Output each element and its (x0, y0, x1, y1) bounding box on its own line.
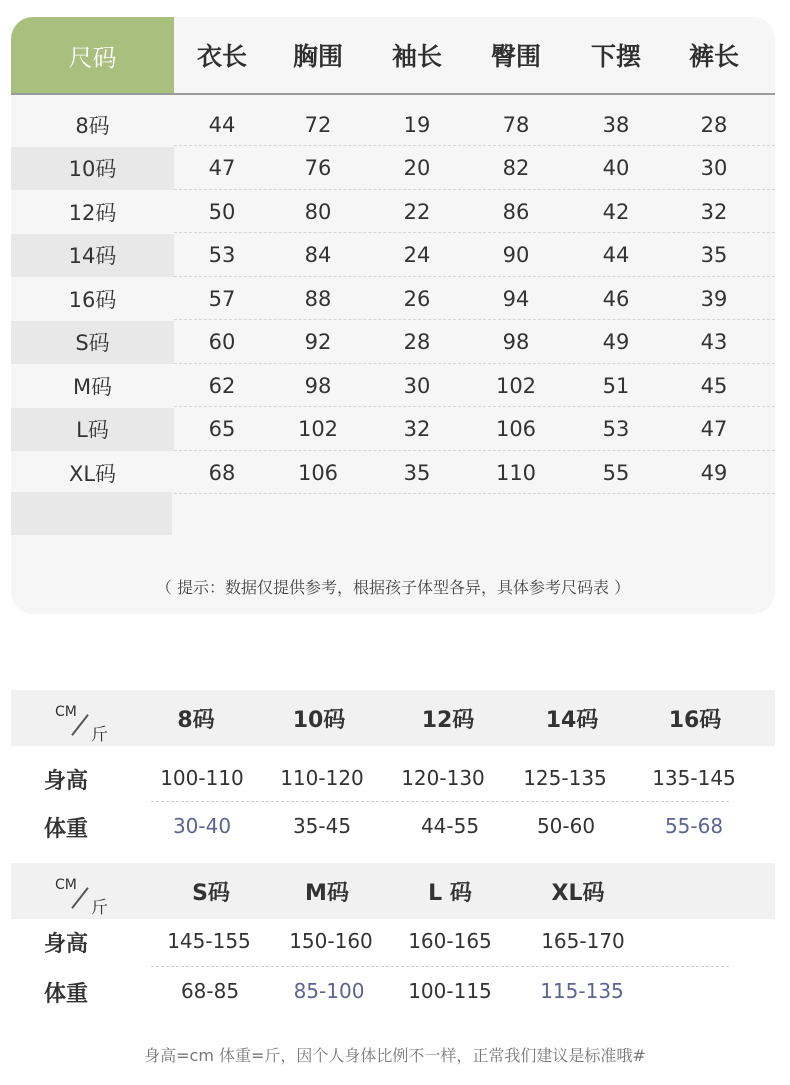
size-cell: 53 (208, 243, 236, 267)
fit1-size-8: 8码 (177, 707, 215, 733)
size-row (11, 451, 775, 494)
fit1-height-0: 100-110 (160, 766, 244, 790)
size-cell: 65 (208, 417, 236, 441)
size-cell: 106 (297, 460, 339, 485)
unit-cm: CM (55, 704, 77, 720)
size-cell: 90 (502, 243, 530, 267)
size-cell: 44 (208, 112, 236, 137)
size-cell: 50 (208, 199, 236, 224)
header-hem: 下摆 (590, 42, 641, 71)
size-cell: 46 (602, 286, 630, 311)
size-chart-header (11, 17, 775, 93)
unit-jin: 斤 (91, 725, 108, 745)
size-label: 16码 (68, 287, 117, 312)
fit2-height-2: 160-165 (408, 929, 492, 953)
size-row (11, 103, 775, 146)
header-length: 衣长 (196, 42, 247, 71)
fit2-weight-2: 100-115 (408, 979, 492, 1003)
fit1-size-14: 14码 (545, 707, 599, 733)
size-row (11, 408, 775, 451)
size-cell: 35 (700, 243, 728, 267)
size-cell: 49 (602, 330, 630, 354)
fit1-height-label: 身高 (44, 769, 89, 794)
header-hip: 臀围 (490, 42, 541, 71)
row-divider (174, 493, 775, 494)
header-size: 尺码 (11, 17, 174, 93)
size-row (11, 364, 775, 407)
size-cell: 78 (502, 112, 530, 137)
fit2-weight-3: 115-135 (540, 979, 624, 1003)
fit2-weight-label: 体重 (44, 982, 89, 1007)
size-cell: 76 (304, 156, 332, 180)
size-cell: 30 (403, 373, 431, 398)
size-cell: 110 (495, 460, 537, 485)
size-cell: 28 (700, 112, 728, 137)
fit1-size-16: 16码 (668, 707, 722, 733)
size-cell: 106 (495, 417, 537, 441)
size-cell: 24 (403, 243, 431, 267)
size-cell: 86 (502, 199, 530, 224)
fit1-divider (151, 801, 729, 802)
size-label: S码 (11, 321, 174, 364)
size-row (11, 190, 775, 233)
size-row (11, 147, 775, 190)
fit2-height-1: 150-160 (289, 929, 373, 953)
size-cell: 44 (602, 243, 630, 267)
fit1-weight-4: 55-68 (664, 814, 724, 838)
size-cell: 28 (403, 330, 431, 354)
size-cell: 43 (700, 330, 728, 354)
size-cell: 92 (304, 330, 332, 354)
fit1-weight-1: 35-45 (292, 814, 352, 838)
size-note: （ 提示：数据仅提供参考，根据孩子体型各异，具体参考尺码表 ） (155, 578, 631, 597)
size-cell: 40 (602, 156, 630, 180)
fit-table-2-header (11, 863, 775, 919)
fit1-height-4: 135-145 (652, 766, 736, 790)
size-cell: 19 (403, 112, 431, 137)
footer-note: 身高=cm 体重=斤，因个人身体比例不一样，正常我们建议是标准哦# (144, 1046, 646, 1065)
header-chest: 胸围 (292, 42, 343, 71)
size-cell: 68 (208, 460, 236, 485)
size-cell: 80 (304, 199, 332, 224)
size-cell: 102 (495, 373, 537, 398)
size-cell: 94 (502, 286, 530, 311)
size-cell: 98 (304, 373, 332, 398)
header-divider (11, 93, 775, 95)
size-label: 8码 (75, 113, 110, 138)
unit-jin: 斤 (91, 898, 108, 918)
size-row (11, 277, 775, 320)
fit2-weight-0: 68-85 (180, 979, 240, 1003)
size-row (11, 234, 775, 277)
size-label: 12码 (68, 200, 117, 225)
size-cell: 32 (700, 199, 728, 224)
fit2-height-0: 145-155 (167, 929, 251, 953)
empty-shaded-cell (11, 492, 172, 535)
size-cell: 47 (208, 156, 236, 180)
fit1-height-2: 120-130 (401, 766, 485, 790)
fit2-divider (151, 966, 729, 967)
fit2-height-label: 身高 (44, 932, 89, 957)
fit-table-1-header (11, 690, 775, 746)
size-cell: 98 (502, 330, 530, 354)
size-cell: 53 (602, 417, 630, 441)
size-cell: 45 (700, 373, 728, 398)
size-label: 14码 (11, 234, 174, 277)
fit2-height-3: 165-170 (541, 929, 625, 953)
size-cell: 22 (403, 199, 431, 224)
size-cell: 49 (700, 460, 728, 485)
size-cell: 88 (304, 286, 332, 311)
fit1-size-12: 12码 (421, 707, 475, 733)
size-cell: 57 (208, 286, 236, 311)
header-sleeve: 袖长 (391, 42, 442, 71)
size-cell: 72 (304, 112, 332, 137)
size-cell: 30 (700, 156, 728, 180)
fit1-weight-label: 体重 (44, 817, 89, 842)
fit2-size-xl: XL码 (551, 880, 605, 906)
fit1-weight-0: 30-40 (172, 814, 232, 838)
fit2-weight-1: 85-100 (293, 979, 365, 1003)
size-label: M码 (72, 374, 113, 399)
size-cell: 42 (602, 199, 630, 224)
size-cell: 20 (403, 156, 431, 180)
header-pants-length: 裤长 (688, 42, 739, 71)
fit1-size-10: 10码 (292, 707, 346, 733)
size-cell: 82 (502, 156, 530, 180)
size-label: XL码 (68, 461, 117, 486)
fit1-height-1: 110-120 (280, 766, 364, 790)
size-chart-card (11, 17, 775, 614)
size-label: L码 (11, 408, 174, 451)
size-cell: 51 (602, 373, 630, 398)
size-cell: 47 (700, 417, 728, 441)
size-row (11, 321, 775, 364)
fit1-height-3: 125-135 (523, 766, 607, 790)
size-cell: 39 (700, 286, 728, 311)
unit-cm: CM (55, 877, 77, 893)
size-cell: 38 (602, 112, 630, 137)
size-cell: 35 (403, 460, 431, 485)
fit2-size-m: M码 (305, 880, 349, 906)
unit-label (55, 704, 115, 744)
fit1-weight-2: 44-55 (420, 814, 480, 838)
size-cell: 26 (403, 286, 431, 311)
size-cell: 32 (403, 417, 431, 441)
fit1-weight-3: 50-60 (536, 814, 596, 838)
size-label: 10码 (11, 147, 174, 190)
size-cell: 60 (208, 330, 236, 354)
size-cell: 55 (602, 460, 630, 485)
size-cell: 102 (297, 417, 339, 441)
size-cell: 84 (304, 243, 332, 267)
fit2-size-s: S码 (192, 880, 230, 906)
fit2-size-l: L 码 (428, 880, 472, 906)
unit-label (55, 877, 115, 917)
size-cell: 62 (208, 373, 236, 398)
